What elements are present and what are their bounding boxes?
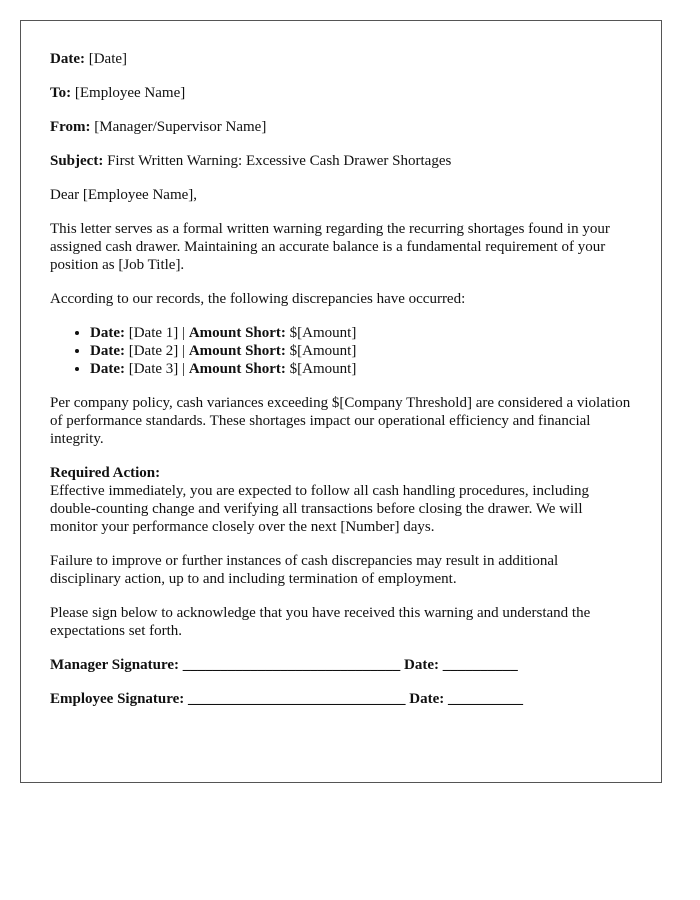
from-value: [Manager/Supervisor Name] [94,119,267,135]
date-line: Date: [Date] [50,51,128,67]
greeting: Dear [Employee Name], [50,187,198,203]
from-line: From: [Manager/Supervisor Name] [50,119,267,135]
to-line: To: [Employee Name] [50,85,186,101]
records-intro: According to our records, the following discrepancies have occurred: [50,291,466,307]
acknowledge-paragraph: Please sign below to acknowledge that you have received this warning and understand the expectations set forth. [50,605,591,639]
subject-value: First Written Warning: Excessive Cash Drawer Shortages [107,153,452,169]
action-paragraph: Required Action: Effective immediately, you are expected to follow all cash handling procedures, including double-counting change and verifying all transactions before closing the drawer. We will monitor your performance closely over the next [Number] days. [50,465,589,535]
letter [20,20,662,783]
discrepancy-list [50,324,632,378]
to-value: [Employee Name] [74,85,186,101]
list-item: • Date: [Date 1] | Amount Short: $[Amount] [90,324,632,342]
consequence-paragraph: Failure to improve or further instances of cash discrepancies may result in additional disciplinary action, up to and including termination of employment. [50,553,559,587]
policy-paragraph: Per company policy, cash variances exceeding $[Company Threshold] are considered a violation of performance standards. These shortages impact our operational efficiency and financial integrity. [50,395,631,447]
list-item: • Date: [Date 2] | Amount Short: $[Amount] [90,342,632,360]
manager-signature-line: Manager Signature: _____________________________ Date: __________ [50,657,518,673]
employee-signature-line: Employee Signature: _____________________________ Date: __________ [50,691,524,707]
subject-line: Subject: First Written Warning: Excessive Cash Drawer Shortages [50,153,452,169]
list-item: • Date: [Date 3] | Amount Short: $[Amount] [90,360,632,378]
intro-paragraph: This letter serves as a formal written warning regarding the recurring shortages found in your assigned cash drawer. Maintaining an accurate balance is a fundamental requirement of your position as [Job Title]. [50,221,610,273]
date-value: [Date] [88,51,128,67]
action-heading: Required Action: [50,465,161,481]
